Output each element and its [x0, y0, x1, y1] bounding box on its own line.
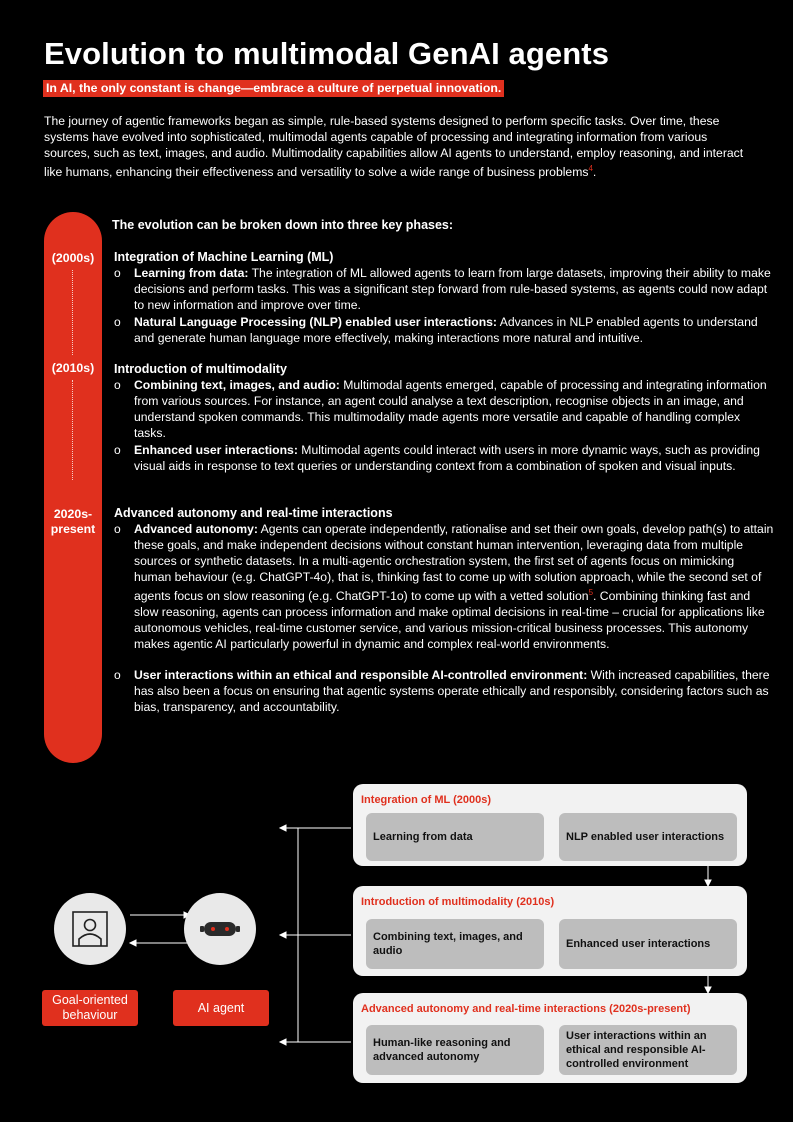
- bullet-marker: o: [114, 378, 121, 392]
- bullet-text: Advances in NLP enabled agents to understand and generate human language more effectively, making interactions more natural and intuitive.: [134, 315, 758, 345]
- diagram-panel-autonomy: [353, 993, 747, 1083]
- bullet-lead: Learning from data:: [134, 266, 249, 280]
- diagram-box: NLP enabled user interactions: [559, 813, 737, 861]
- bullet-text: Multimodal agents could interact with users in more dynamic ways, such as providing visual aids in response to text queries or understanding context from a combination of spoken and visual inputs.: [134, 443, 760, 473]
- goal-oriented-label: Goal-oriented behaviour: [42, 990, 138, 1026]
- era-label-2000s: (2000s): [51, 251, 95, 265]
- panel-title: Integration of ML (2000s): [361, 794, 491, 806]
- bullet-lead: Advanced autonomy:: [134, 522, 258, 536]
- bullet-text: Agents can operate independently, rationalise and set their own goals, develop path(s) to attain these goals, and make independent decisions without constant human intervention, leveraging data from multiple sources or synthetic datasets. In a multi-agentic orchestration system, the first set of agents focus on mimicking human behaviour (e.g. ChatGPT-4o), that is, thinking fast to come up with solution approach, while the second set of agents focus on slow reasoning (e.g. ChatGPT-1o) to come up with a vetted solution: [134, 522, 774, 604]
- person-frame-icon: [54, 893, 126, 965]
- footnote-ref[interactable]: 4: [588, 164, 593, 173]
- era-label-present: present: [50, 522, 96, 536]
- page-title: Evolution to multimodal GenAI agents: [44, 36, 610, 71]
- bullet-text: With increased capabilities, there has also been a focus on ensuring that agentic systems operate ethically and responsibly, considering factors such as bias, transparency, and accountability.: [134, 668, 770, 714]
- bullet-marker: o: [114, 668, 121, 682]
- bullet-marker: o: [114, 266, 121, 280]
- phase-title-multimodality: Introduction of multimodality: [114, 362, 287, 376]
- bullet-text: Multimodal agents emerged, capable of processing and integrating information from various sources. For instance, an agent could analyse a text description, recognise objects in an image, and understand spoken commands. This multimodality made agents more versatile and capable of handling complex tasks.: [134, 378, 767, 440]
- bullet-lead: User interactions within an ethical and responsible AI-controlled environment:: [134, 668, 588, 682]
- diagram-box: Human-like reasoning and advanced autonomy: [366, 1025, 544, 1075]
- bullet-marker: o: [114, 315, 121, 329]
- era-label-2020s: 2020s-: [53, 507, 93, 521]
- diagram-panel-ml: [353, 784, 747, 866]
- tagline: In AI, the only constant is change—embrace a culture of perpetual innovation.: [43, 80, 504, 97]
- diagram-box: Combining text, images, and audio: [366, 919, 544, 969]
- bullet-lead: Natural Language Processing (NLP) enabled user interactions:: [134, 315, 497, 329]
- bullet-lead: Combining text, images, and audio:: [134, 378, 340, 392]
- intro-text: The journey of agentic frameworks began as simple, rule-based systems designed to perform specific tasks. Over time, these systems have evolved into sophisticated, multimodal agents capable of processing and integrating information from various sources, such as text, images, and audio. Multimodality capabilities allow AI agents to understand, employ reasoning, and interact like humans, enhancing their effectiveness and versatility to solve a wide range of business problems: [44, 114, 744, 180]
- diagram-box: Learning from data: [366, 813, 544, 861]
- bullet-marker: o: [114, 443, 121, 457]
- diagram-box: User interactions within an ethical and responsible AI-controlled environment: [559, 1025, 737, 1075]
- phase-title-ml: Integration of Machine Learning (ML): [114, 250, 334, 264]
- bullet-lead: Enhanced user interactions:: [134, 443, 298, 457]
- bullet-text: . Combining thinking fast and slow reasoning, agents can process information and make optimal decisions in real-time – crucial for applications like autonomous vehicles, real-time customer service, and various mission-critical business processes. This autonomy makes agentic AI particularly powerful in dynamic and complex real-world environments.: [134, 589, 765, 652]
- phases-heading: The evolution can be broken down into three key phases:: [112, 218, 454, 232]
- panel-title: Introduction of multimodality (2010s): [361, 896, 555, 908]
- diagram-box: Enhanced user interactions: [559, 919, 737, 969]
- intro-end: .: [592, 165, 597, 180]
- era-label-2010s: (2010s): [51, 361, 95, 375]
- phase-title-autonomy: Advanced autonomy and real-time interactions: [114, 506, 393, 520]
- diagram-panel-multimodality: [353, 886, 747, 976]
- panel-title: Advanced autonomy and real-time interactions (2020s-present): [361, 1003, 691, 1015]
- bullet-text: The integration of ML allowed agents to learn from large datasets, improving their ability to make decisions and perform tasks. This was a significant step forward from rule-based systems, as agents could now adapt to new information and improve over time.: [134, 266, 771, 312]
- footnote-ref[interactable]: 5: [588, 588, 594, 597]
- robot-head-icon: [184, 893, 256, 965]
- bullet-marker: o: [114, 522, 121, 536]
- ai-agent-label: AI agent: [173, 990, 269, 1026]
